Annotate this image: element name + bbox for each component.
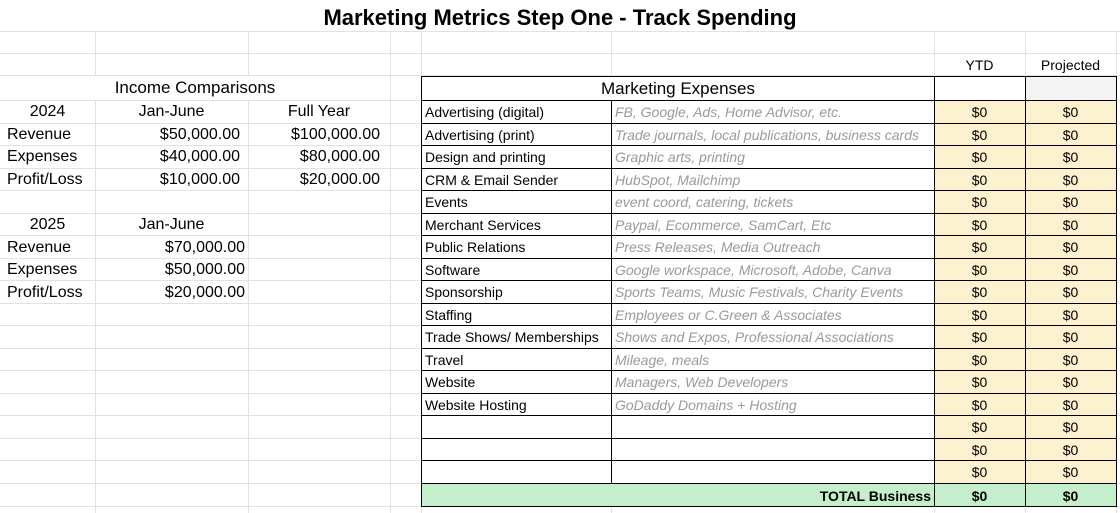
profit-loss-label-2025: Profit/Loss xyxy=(7,284,83,301)
expense-category-name[interactable]: Public Relations xyxy=(425,239,526,255)
expense-category-name[interactable]: Website Hosting xyxy=(425,397,527,413)
expense-ytd-value[interactable]: $0 xyxy=(971,262,988,278)
expense-ytd-value[interactable]: $0 xyxy=(971,329,988,345)
total-ytd[interactable]: $0 xyxy=(971,488,988,504)
expense-category-description[interactable]: Shows and Expos, Professional Associations xyxy=(615,329,894,345)
expense-category-name[interactable]: Staffing xyxy=(425,307,473,323)
profit-loss-jan-june-2025[interactable]: $20,000.00 xyxy=(164,284,245,301)
table-border-line xyxy=(421,483,1117,484)
expense-category-name[interactable]: CRM & Email Sender xyxy=(425,172,559,188)
expense-category-name[interactable]: Trade Shows/ Memberships xyxy=(425,329,599,345)
expense-category-description[interactable]: GoDaddy Domains + Hosting xyxy=(615,397,797,413)
expense-ytd-value[interactable]: $0 xyxy=(971,442,988,458)
expense-category-name[interactable]: Advertising (print) xyxy=(425,127,535,143)
expense-projected-value[interactable]: $0 xyxy=(1062,442,1079,458)
expense-projected-value[interactable]: $0 xyxy=(1062,284,1079,300)
expense-projected-value[interactable]: $0 xyxy=(1062,307,1079,323)
expense-category-name[interactable] xyxy=(425,461,609,483)
table-border-line xyxy=(611,100,612,484)
expense-ytd-value[interactable]: $0 xyxy=(971,464,988,480)
expense-ytd-value[interactable]: $0 xyxy=(971,104,988,120)
expense-category-description[interactable]: Sports Teams, Music Festivals, Charity Events xyxy=(615,284,904,300)
total-projected[interactable]: $0 xyxy=(1062,488,1079,504)
expense-category-name[interactable]: Software xyxy=(425,262,481,278)
expense-category-name[interactable]: Travel xyxy=(425,352,464,368)
table-border-line xyxy=(1116,76,1117,507)
expense-category-description[interactable]: FB, Google, Ads, Home Advisor, etc. xyxy=(615,104,842,120)
expense-category-description[interactable]: Paypal, Ecommerce, SamCart, Etc xyxy=(615,217,832,233)
expense-category-description[interactable]: event coord, catering, tickets xyxy=(615,194,794,210)
expense-category-name[interactable]: Website xyxy=(425,374,476,390)
expense-projected-value[interactable]: $0 xyxy=(1062,374,1079,390)
revenue-jan-june-2025[interactable]: $70,000.00 xyxy=(164,239,245,256)
expense-ytd-value[interactable]: $0 xyxy=(971,149,988,165)
expense-category-description[interactable]: Press Releases, Media Outreach xyxy=(615,239,821,255)
expense-projected-value[interactable]: $0 xyxy=(1062,464,1079,480)
sheet-title: Marketing Metrics Step One - Track Spending xyxy=(323,5,797,30)
expense-ytd-value[interactable]: $0 xyxy=(971,194,988,210)
expense-ytd-value[interactable]: $0 xyxy=(971,127,988,143)
expense-projected-value[interactable]: $0 xyxy=(1062,239,1079,255)
expense-ytd-value[interactable]: $0 xyxy=(971,307,988,323)
expense-category-description[interactable] xyxy=(615,439,931,461)
expense-projected-value[interactable]: $0 xyxy=(1062,149,1079,165)
expenses-full-year-2024[interactable]: $80,000.00 xyxy=(299,148,380,165)
revenue-label-2025: Revenue xyxy=(7,239,72,256)
expense-ytd-value[interactable]: $0 xyxy=(971,419,988,435)
expense-projected-value[interactable]: $0 xyxy=(1062,217,1079,233)
expense-ytd-value[interactable]: $0 xyxy=(971,374,988,390)
revenue-jan-june-2024[interactable]: $50,000.00 xyxy=(159,126,240,143)
expense-category-description[interactable]: Employees or C.Green & Associates xyxy=(615,307,842,323)
expenses-label-2025: Expenses xyxy=(7,261,78,278)
year-2024-label: 2024 xyxy=(29,103,66,120)
expense-category-description[interactable]: Google workspace, Microsoft, Adobe, Canva xyxy=(615,262,892,278)
projected-column-header: Projected xyxy=(1040,57,1101,73)
expense-ytd-value[interactable]: $0 xyxy=(971,397,988,413)
expense-category-name[interactable]: Events xyxy=(425,194,468,210)
expense-projected-value[interactable]: $0 xyxy=(1062,419,1079,435)
expense-ytd-value[interactable]: $0 xyxy=(971,239,988,255)
year-2025-label: 2025 xyxy=(29,216,66,233)
full-year-header-2024: Full Year xyxy=(287,103,351,120)
expense-category-name[interactable]: Sponsorship xyxy=(425,284,503,300)
expense-projected-value[interactable]: $0 xyxy=(1062,127,1079,143)
expense-projected-value[interactable]: $0 xyxy=(1062,397,1079,413)
expense-category-name[interactable]: Merchant Services xyxy=(425,217,541,233)
expense-category-description[interactable] xyxy=(615,461,931,483)
expense-category-name[interactable]: Advertising (digital) xyxy=(425,104,545,120)
expense-projected-value[interactable]: $0 xyxy=(1062,194,1079,210)
expenses-jan-june-2024[interactable]: $40,000.00 xyxy=(159,148,240,165)
expenses-heading: Marketing Expenses xyxy=(600,79,756,98)
jan-june-header-2025: Jan-June xyxy=(138,216,205,233)
expense-category-description[interactable]: Graphic arts, printing xyxy=(615,149,745,165)
expense-category-description[interactable]: Mileage, meals xyxy=(615,352,710,368)
expense-category-name[interactable] xyxy=(425,416,609,438)
expenses-jan-june-2025[interactable]: $50,000.00 xyxy=(164,261,245,278)
revenue-label-2024: Revenue xyxy=(7,126,72,143)
table-border-line xyxy=(421,76,1117,77)
expense-projected-value[interactable]: $0 xyxy=(1062,104,1079,120)
expenses-label-2024: Expenses xyxy=(7,148,78,165)
expense-ytd-value[interactable]: $0 xyxy=(971,284,988,300)
expense-projected-value[interactable]: $0 xyxy=(1062,172,1079,188)
expense-projected-value[interactable]: $0 xyxy=(1062,329,1079,345)
expense-ytd-value[interactable]: $0 xyxy=(971,217,988,233)
ytd-column-header: YTD xyxy=(965,57,994,73)
income-heading: Income Comparisons xyxy=(114,78,276,97)
expense-projected-value[interactable]: $0 xyxy=(1062,262,1079,278)
expense-ytd-value[interactable]: $0 xyxy=(971,172,988,188)
expense-projected-value[interactable]: $0 xyxy=(1062,352,1079,368)
expense-ytd-value[interactable]: $0 xyxy=(971,352,988,368)
jan-june-header-2024: Jan-June xyxy=(138,103,205,120)
profit-loss-jan-june-2024[interactable]: $10,000.00 xyxy=(159,171,240,188)
table-border-line xyxy=(421,76,422,507)
expense-category-description[interactable]: Managers, Web Developers xyxy=(615,374,789,390)
profit-loss-label-2024: Profit/Loss xyxy=(7,171,83,188)
expense-category-name[interactable] xyxy=(425,439,609,461)
total-label: TOTAL Business xyxy=(819,488,931,504)
expense-category-description[interactable] xyxy=(615,416,931,438)
expense-category-name[interactable]: Design and printing xyxy=(425,149,546,165)
expense-category-description[interactable]: Trade journals, local publications, business cards xyxy=(615,127,920,143)
profit-loss-full-year-2024[interactable]: $20,000.00 xyxy=(299,171,380,188)
revenue-full-year-2024[interactable]: $100,000.00 xyxy=(291,126,380,143)
expense-category-description[interactable]: HubSpot, Mailchimp xyxy=(615,172,741,188)
